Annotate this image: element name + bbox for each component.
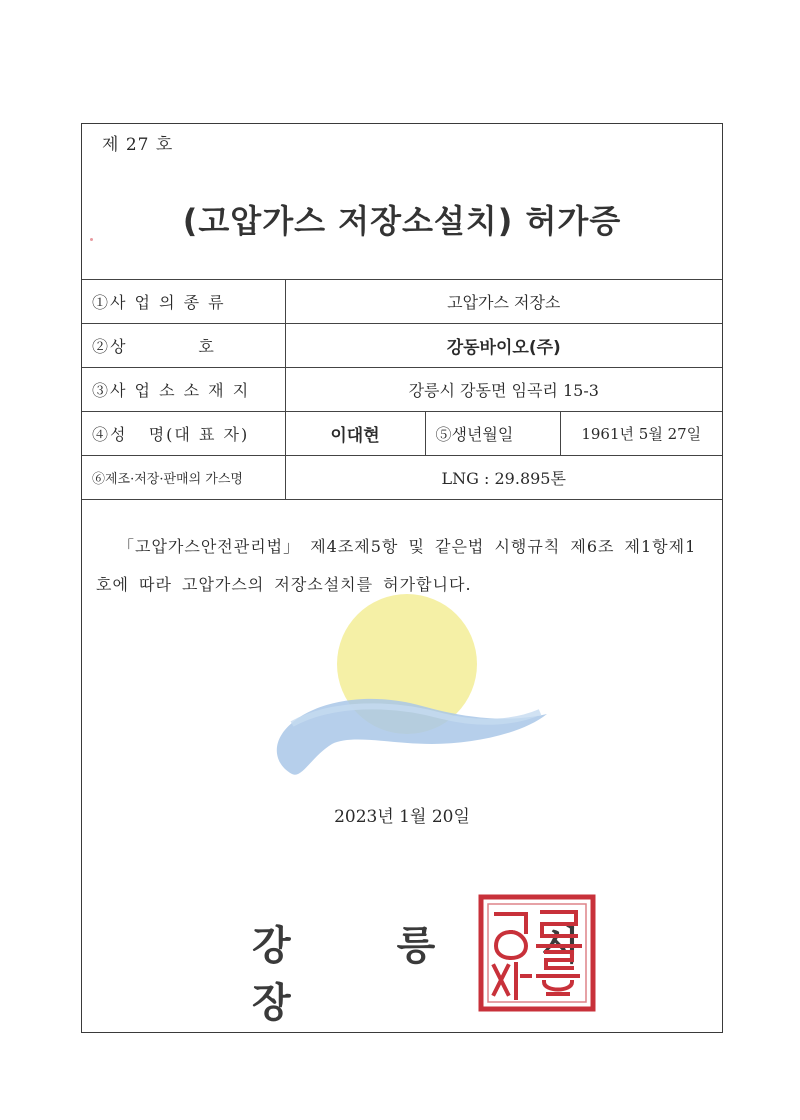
value-company-name: 강동바이오(주) [285, 324, 722, 368]
certificate-title: (고압가스 저장소설치) 허가증 [182, 202, 622, 240]
label-company-name: ②상 호 [82, 324, 285, 368]
value-birthdate: 1961년 5월 27일 [560, 412, 722, 456]
row-gas-name [82, 456, 722, 500]
label-business-type: ①사 업 의 종 류 [82, 280, 285, 324]
value-gas-name: LNG : 29.895톤 [285, 456, 722, 500]
issuer-name: 강 릉 시 장 [252, 923, 626, 1026]
info-table [82, 279, 722, 500]
value-address: 강릉시 강동면 임곡리 15-3 [285, 368, 722, 412]
value-business-type: 고압가스 저장소 [285, 280, 722, 324]
official-seal [478, 894, 596, 1012]
label-birthdate: ⑤생년월일 [425, 412, 560, 456]
row-address [82, 368, 722, 412]
issue-date: 2023년 1월 20일 [334, 807, 470, 827]
label-gas-name: ⑥제조·저장·판매의 가스명 [82, 456, 285, 500]
row-company-name [82, 324, 722, 368]
certificate-frame [81, 123, 723, 1033]
label-address: ③사 업 소 소 재 지 [82, 368, 285, 412]
certificate-number: 제 27 호 [102, 135, 174, 155]
value-representative: 이대현 [285, 412, 425, 456]
label-representative: ④성 명(대 표 자) [82, 412, 285, 456]
row-business-type [82, 280, 722, 324]
row-representative [82, 412, 722, 456]
city-emblem [272, 594, 552, 794]
permission-statement: 「고압가스안전관리법」 제4조제5항 및 같은법 시행규칙 제6조 제1항제1호에 따라 고압가스의 저장소설치를 허가합니다. [96, 537, 697, 594]
